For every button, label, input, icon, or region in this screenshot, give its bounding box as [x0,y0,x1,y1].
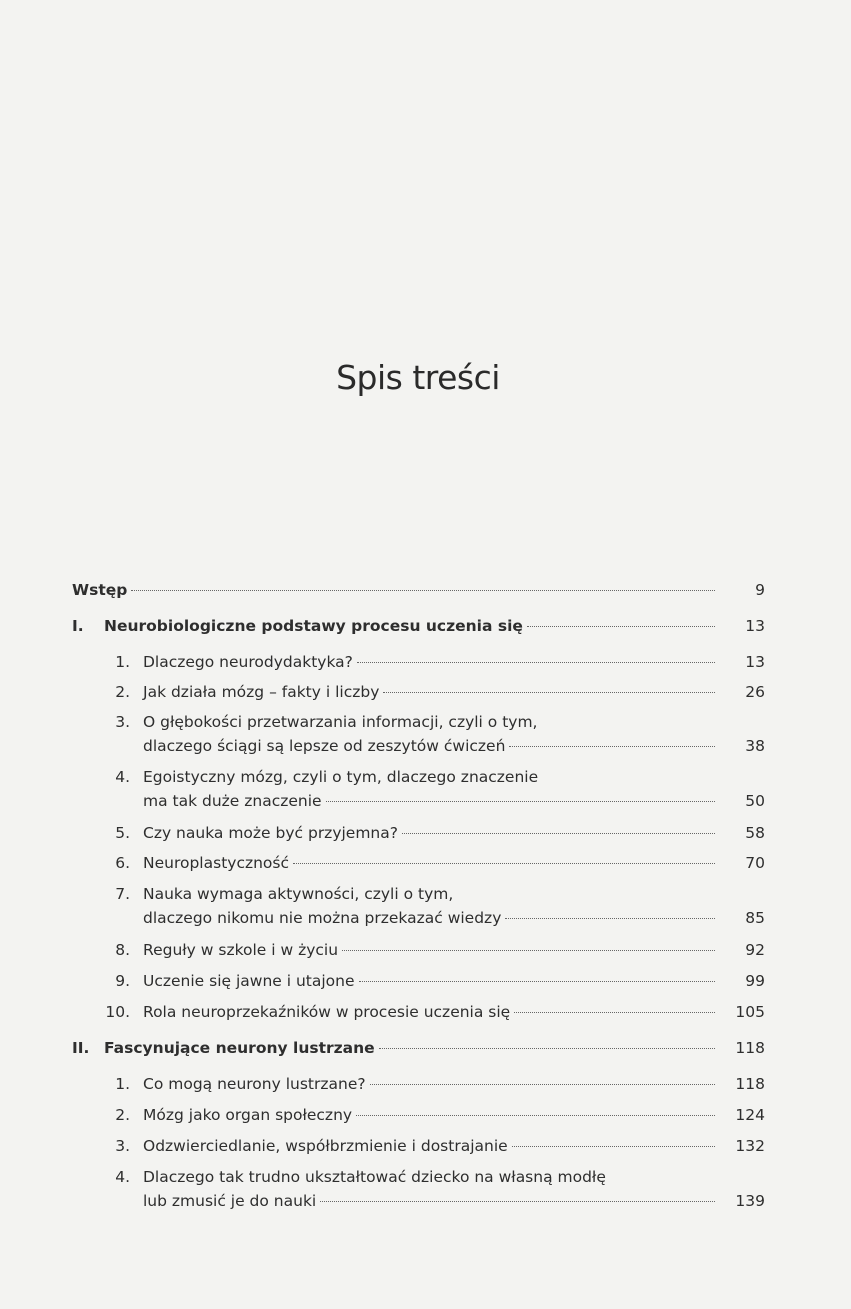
dot-leader [512,1146,715,1147]
dot-leader [326,801,715,802]
toc-title-line: dlaczego nikomu nie można przekazać wiedzy [143,909,502,927]
dot-leader [131,590,715,591]
toc-number: 9. [115,972,130,990]
toc-page-number: 58 [745,824,765,842]
toc-title-line: Neuroplastyczność [143,854,290,872]
toc-title-line: Odzwierciedlanie, współbrzmienie i dostrajanie [143,1137,508,1155]
toc-page-number: 26 [745,683,765,701]
toc-title-line: Rola neuroprzekaźników w procesie uczenia się [143,1003,511,1021]
toc-title-line: Dlaczego neurodydaktyka? [143,653,353,671]
toc-number: 2. [115,683,130,701]
toc-title-line: Reguły w szkole i w życiu [143,941,339,959]
toc-page-number: 50 [745,792,765,810]
dot-leader [356,1115,715,1116]
toc-title-line: dlaczego ściągi są lepsze od zeszytów ćwiczeń [143,737,506,755]
dot-leader [379,1048,715,1049]
dot-leader [509,746,715,747]
toc-number: 7. [115,885,130,903]
toc-number: 1. [115,653,130,671]
toc-page-number: 9 [755,581,765,599]
toc-title-line: Co mogą neurony lustrzane? [143,1075,366,1093]
toc-number: 1. [115,1075,130,1093]
dot-leader [342,950,715,951]
dot-leader [370,1084,715,1085]
toc-title-line: Fascynujące neurony lustrzane [104,1039,375,1057]
toc-number: I. [72,617,84,635]
dot-leader [402,833,715,834]
toc-page-number: 118 [735,1039,765,1057]
toc-page-number: 118 [735,1075,765,1093]
toc-title-line: ma tak duże znaczenie [143,792,322,810]
toc-title-line: lub zmusić je do nauki [143,1192,317,1210]
toc-title-line: Egoistyczny mózg, czyli o tym, dlaczego znaczenie [143,768,539,786]
toc-title-line: Dlaczego tak trudno ukształtować dziecko na własną modłę [143,1168,606,1186]
toc-number: 3. [115,713,130,731]
toc-title-line: Nauka wymaga aktywności, czyli o tym, [143,885,454,903]
toc-page-number: 70 [745,854,765,872]
dot-leader [320,1201,715,1202]
toc-page-number: 85 [745,909,765,927]
toc-page-number: 105 [735,1003,765,1021]
toc-number: 6. [115,854,130,872]
dot-leader [527,626,715,627]
toc-page-number: 99 [745,972,765,990]
toc-page-number: 13 [745,617,765,635]
toc-title-line: Wstęp [72,581,128,599]
toc-number: 5. [115,824,130,842]
toc-number: 4. [115,1168,130,1186]
toc-title-line: Czy nauka może być przyjemna? [143,824,398,842]
toc-number: 3. [115,1137,130,1155]
toc-number: 2. [115,1106,130,1124]
dot-leader [293,863,715,864]
dot-leader [359,981,715,982]
toc-page-number: 13 [745,653,765,671]
toc-page-number: 139 [735,1192,765,1210]
toc-number: 8. [115,941,130,959]
toc-title-line: Neurobiologiczne podstawy procesu uczenia się [104,617,523,635]
dot-leader [383,692,715,693]
page-title: Spis treści [336,358,500,397]
dot-leader [505,918,715,919]
toc-number: II. [72,1039,90,1057]
toc-number: 4. [115,768,130,786]
toc-page-number: 132 [735,1137,765,1155]
toc-page-number: 92 [745,941,765,959]
toc-title-line: Mózg jako organ społeczny [143,1106,353,1124]
toc-title-line: O głębokości przetwarzania informacji, czyli o tym, [143,713,538,731]
toc-title-line: Jak działa mózg – fakty i liczby [143,683,380,701]
toc-number: 10. [105,1003,130,1021]
dot-leader [357,662,715,663]
toc-page-number: 124 [735,1106,765,1124]
dot-leader [514,1012,715,1013]
toc-page-number: 38 [745,737,765,755]
toc-title-line: Uczenie się jawne i utajone [143,972,355,990]
